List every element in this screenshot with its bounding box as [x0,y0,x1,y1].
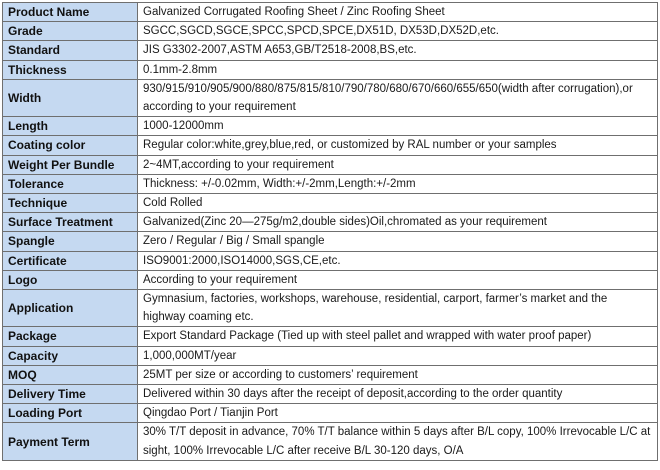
product-spec-table [2,2,658,461]
row-label-technique: Technique [3,194,138,213]
table-row [3,3,658,22]
table-row [3,251,658,270]
row-value-delivery-time: Delivered within 30 days after the receipt of deposit,according to the order quantity [138,385,658,404]
row-label-grade: Grade [3,22,138,41]
row-label-moq: MOQ [3,365,138,384]
row-value-surface-treatment: Galvanized(Zinc 20—275g/m2,double sides)Oil,chromated as your requirement [138,213,658,232]
table-row [3,60,658,79]
table-row [3,79,658,116]
table-row [3,117,658,136]
table-row [3,232,658,251]
table-row [3,327,658,346]
row-value-technique: Cold Rolled [138,194,658,213]
table-row [3,22,658,41]
row-label-application: Application [3,290,138,327]
row-value-standard: JIS G3302-2007,ASTM A653,GB/T2518-2008,BS,etc. [138,41,658,60]
row-value-length: 1000-12000mm [138,117,658,136]
table-row [3,346,658,365]
row-label-spangle: Spangle [3,232,138,251]
table-row [3,213,658,232]
row-label-payment-term: Payment Term [3,423,138,460]
spec-table-container [2,2,658,461]
table-row [3,365,658,384]
table-row [3,174,658,193]
row-value-weight-per-bundle: 2~4MT,according to your requirement [138,155,658,174]
row-value-spangle: Zero / Regular / Big / Small spangle [138,232,658,251]
row-label-surface-treatment: Surface Treatment [3,213,138,232]
row-label-width: Width [3,79,138,116]
row-label-logo: Logo [3,270,138,289]
row-label-capacity: Capacity [3,346,138,365]
row-value-width: 930/915/910/905/900/880/875/815/810/790/780/680/670/660/655/650(width after corrugation),or according to your requirement [138,79,658,116]
row-value-certificate: ISO9001:2000,ISO14000,SGS,CE,etc. [138,251,658,270]
row-value-logo: According to your requirement [138,270,658,289]
row-value-package: Export Standard Package (Tied up with steel pallet and wrapped with water proof paper) [138,327,658,346]
table-row [3,385,658,404]
row-value-coating-color: Regular color:white,grey,blue,red, or customized by RAL number or your samples [138,136,658,155]
row-value-thickness: 0.1mm-2.8mm [138,60,658,79]
table-row [3,41,658,60]
row-value-capacity: 1,000,000MT/year [138,346,658,365]
row-label-weight-per-bundle: Weight Per Bundle [3,155,138,174]
row-label-coating-color: Coating color [3,136,138,155]
table-row [3,404,658,423]
row-label-length: Length [3,117,138,136]
table-row [3,136,658,155]
row-value-product-name: Galvanized Corrugated Roofing Sheet / Zinc Roofing Sheet [138,3,658,22]
row-label-delivery-time: Delivery Time [3,385,138,404]
table-row [3,194,658,213]
row-label-product-name: Product Name [3,3,138,22]
row-label-loading-port: Loading Port [3,404,138,423]
row-label-thickness: Thickness [3,60,138,79]
row-label-package: Package [3,327,138,346]
table-row [3,270,658,289]
row-label-standard: Standard [3,41,138,60]
table-row [3,423,658,460]
row-value-moq: 25MT per size or according to customers’ requirement [138,365,658,384]
table-row [3,290,658,327]
row-label-tolerance: Tolerance [3,174,138,193]
row-value-tolerance: Thickness: +/-0.02mm, Width:+/-2mm,Length:+/-2mm [138,174,658,193]
row-value-payment-term: 30% T/T deposit in advance, 70% T/T balance within 5 days after B/L copy, 100% Irrevocable L/C at sight, 100% Irrevocable L/C after receive B/L 30-120 days, O/A [138,423,658,460]
row-value-loading-port: Qingdao Port / Tianjin Port [138,404,658,423]
row-value-grade: SGCC,SGCD,SGCE,SPCC,SPCD,SPCE,DX51D, DX53D,DX52D,etc. [138,22,658,41]
table-row [3,155,658,174]
row-value-application: Gymnasium, factories, workshops, warehouse, residential, carport, farmer’s market and the highway coaming etc. [138,290,658,327]
row-label-certificate: Certificate [3,251,138,270]
